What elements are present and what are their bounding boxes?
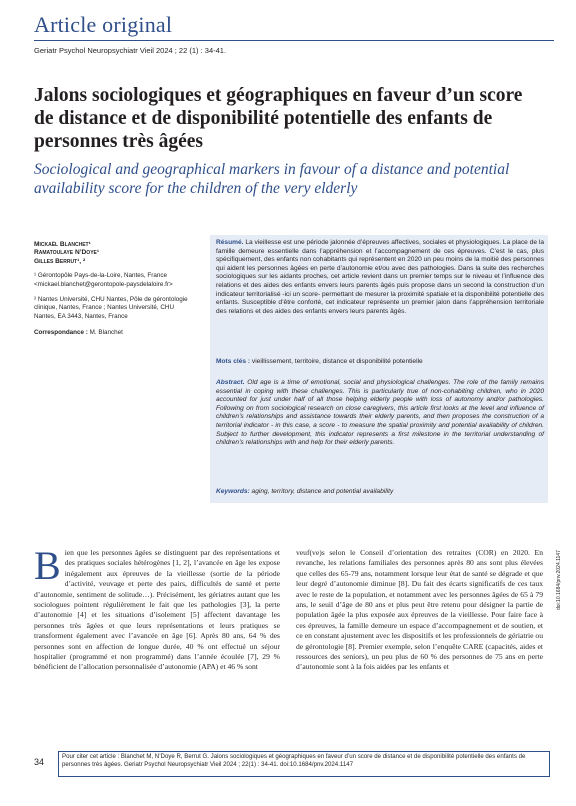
keywords-en-lead: Keywords: — [216, 488, 250, 495]
keywords-en-text: aging, territory, distance and potential availability — [249, 488, 394, 495]
author-list — [34, 241, 194, 266]
keywords-fr-text: vieillissement, territoire, distance et disponibilité potentielle — [250, 358, 423, 365]
abstract-fr-text: La vieillesse est une période jalonnée d’épreuves affectives, sociales et physiologiques. La place de la famille demeure essentielle dans l’appréhension et l’accompagnement de ces épreuves. C’est le cas, plus spécifiquement, des enfants non cohabitants qui représentent en 2020 un peu moins de la moitié des personnes qui aident les personnes âgées en perte d’autonomie et/ou avec des pathologies. Dans la suite des recherches sociologiques sur les aidants proches, cet article revient dans un premier temps sur le niveau et l’influence des relations et des aides des enfants envers leurs parents âgés puis propose dans un second la construction d’un indicateur territorialisé -ici un score- permettant de mesurer la proximité spatiale et la disponibilité potentielle des enfants. Susceptible d’être conforté, cet indicateur représente un premier jalon dans l’appréhension territoriale des relations et des aides des enfants envers leurs parents âgés. — [216, 239, 544, 315]
body-column-2 — [296, 548, 543, 673]
abstract-fr-lead: Résumé. — [216, 239, 244, 246]
page-number: 34 — [34, 757, 45, 767]
citation-text: Pour citer cet article : Blanchet M, N’Doye R, Berrut G. Jalons sociologiques et géographiques en faveur d’un score de distance et de disponibilité potentielle des enfants de personnes très âgées. Geriatr Psychol Neuropsychiatr Vieil 2024 ; 22(1) : 34-41. doi:10.1684/pnv.2024.1147 — [62, 753, 526, 768]
correspondence-label: Correspondance : — [34, 329, 88, 337]
abstract-en-text: Old age is a time of emotional, social and physiological challenges. The role of the family remains essential in coping with these challenges. This is particularly true of non-cohabiting children, who in 2020 accounted for just under half of all those helping elderly people with loss of autonomy and/or pathologies. Following on from sociological research on close caregivers, this article first looks at the level and influence of children’s relationships and assistance towards their elderly parents, and then proposes the construction of a territorial indicator - in this case, a score - to measure the spatial proximity and potential availability of children. Subject to further development, this indicator represents a first milestone in the territorial understanding of children’s relationships with and help for their elderly parents. — [216, 379, 544, 447]
title-english: Sociological and geographical markers in favour of a distance and potential availability score for the children of the very elderly — [34, 161, 510, 197]
author-name: Mickaël Blanchet¹ — [34, 241, 91, 248]
author-block — [34, 241, 194, 338]
keywords-french — [216, 358, 544, 367]
abstract-en-lead: Abstract. — [216, 379, 245, 386]
body-text-1: ien que les personnes âgées se distinguent par des représentations et des pratiques sociales hétérogènes [1, 2], l’avancée en âge les expose inégalement aux épreuves de la vieillesse (sortie de la période d’activité, veuvage et perte des pairs, difficultés de santé et perte d’autonomie, sentiment de solitude…). Précisément, les gériatres autant que les sociologues pointent régulièrement le fait que les pathologies [3], la perte d’autonomie [4] et les situations d’isolement [5] affectent davantage les personnes très âgées et que leurs représentations et leurs pratiques se transforment également avec l’avancée en âge [6]. Après 80 ans, 64 % des personnes sont en affection de longue durée, 40 % ont effectué un séjour hospitalier (programmé et non programmé) dans l’année écoulée [7], 29 % bénéficient de l’allocation personnalisée d’autonomie (APA) et 46 % sont — [34, 548, 280, 672]
section-label: Article original — [34, 12, 173, 37]
author-name: Ramatoulaye N’Doye¹ — [34, 249, 100, 257]
keywords-english — [216, 488, 544, 497]
affiliation-2: ² Nantes Université, CHU Nantes, Pôle de gérontologie clinique, Nantes, France ; Nantes Université, CHU Nantes, EA 3443, Nantes, France — [34, 296, 188, 320]
affiliation-1: ¹ Gérontopôle Pays-de-la-Loire, Nantes, France <mickael.blanchet@gerontopole-paysdelaloire.fr> — [34, 272, 173, 288]
drop-cap: B — [34, 543, 61, 588]
abstract-french — [216, 239, 544, 316]
side-doi: doi:10.1684/pnv.2024.1147 — [556, 550, 562, 610]
correspondence-value: M. Blanchet — [87, 329, 123, 337]
body-text-2: veuf(ve)s selon le Conseil d’orientation des retraites (COR) en 2020. En revanche, les relations familiales des personnes après 80 ans sont plus élevées que celles des 65-79 ans, notamment lorsque leur état de santé se dégrade et que leur degré d’autonomie diminue [8]. Du fait des écarts significatifs de ces taux avec le reste de la population, et notamment avec les personnes âgées de 65 à 79 ans, le seuil d’âge de 80 ans et plus peut être retenu pour désigner la partie de population âgée la plus exposée aux épreuves de la vieillesse. Pour faire face à ces épreuves, la famille demeure un espace d’accompagnement et de soutien, et ce en constant ajustement avec les dispositifs et les professionnels de gériatrie ou de gérontologie [8]. Premier exemple, selon l’enquête CARE (capacités, aides et ressources des seniors), un peu plus de 60 % des personnes de 75 ans en perte d’autonomie sont à la fois aidées par les enfants et — [296, 548, 543, 672]
body-column-1 — [34, 543, 280, 673]
keywords-fr-lead: Mots clés : — [216, 358, 251, 365]
header-rule — [34, 40, 554, 41]
journal-reference: Geriatr Psychol Neuropsychiatr Vieil 2024 ; 22 (1) : 34-41. — [34, 46, 227, 55]
correspondence — [34, 329, 194, 337]
abstract-english — [216, 379, 544, 448]
affiliations — [34, 272, 194, 321]
author-name: Gilles Berrut¹, ² — [34, 257, 86, 265]
title-french: Jalons sociologiques et géographiques en faveur d’un score de distance et de disponibilité potentielle des enfants de personnes très âgées — [34, 85, 523, 152]
